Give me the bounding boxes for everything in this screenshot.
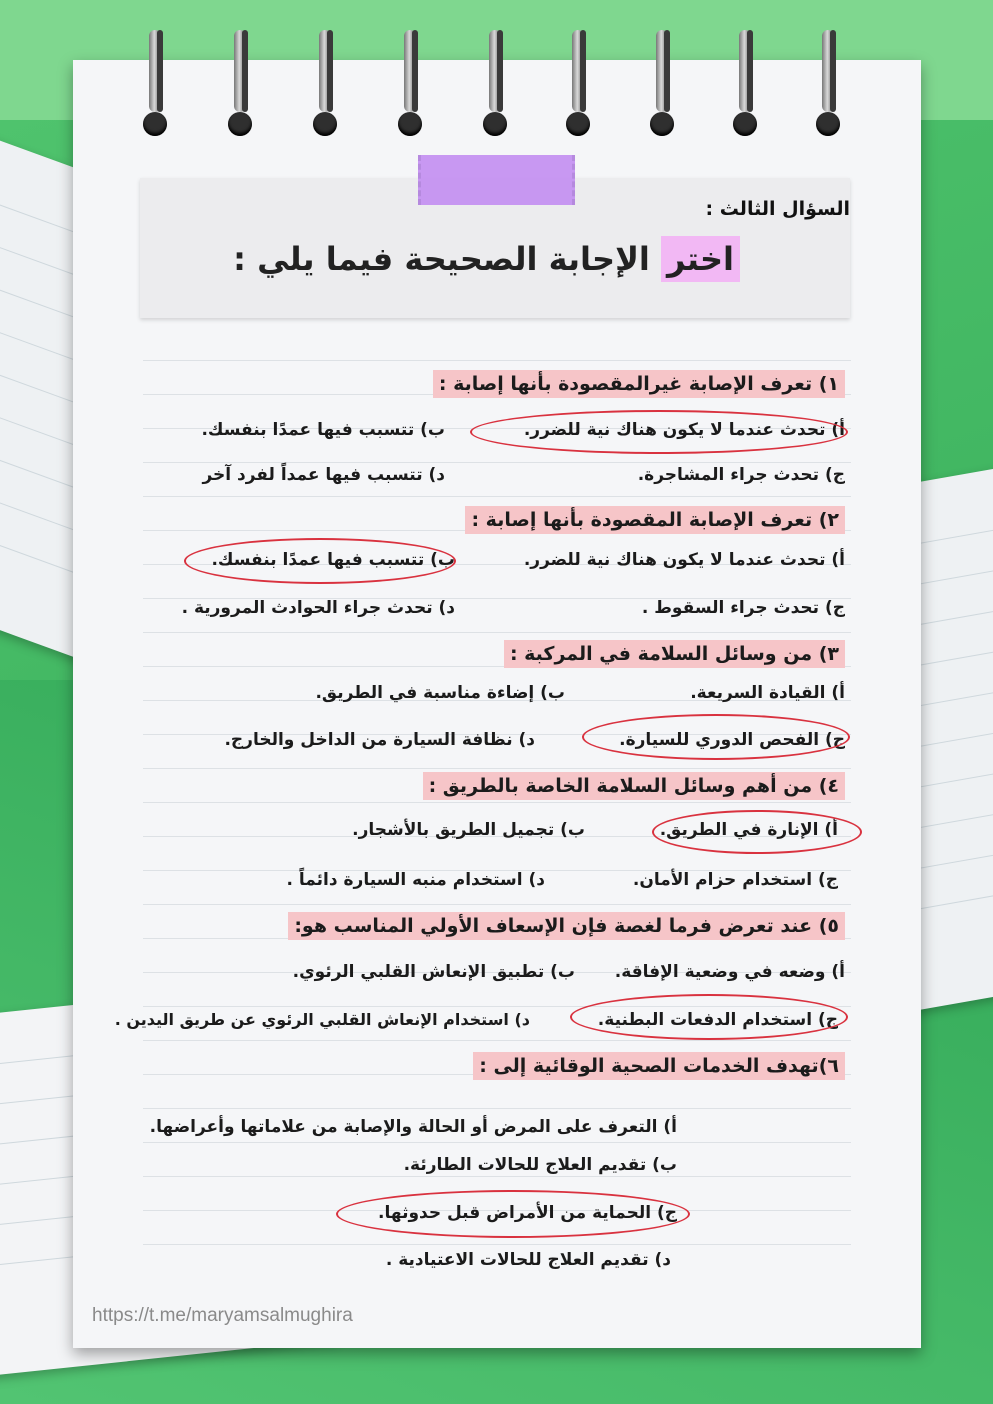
- question-section-label: السؤال الثالث :: [705, 198, 850, 220]
- option-d[interactable]: د) نظافة السيارة من الداخل والخارج.: [224, 730, 535, 750]
- option-c[interactable]: ج) استخدام الدفعات البطنية.: [597, 1010, 838, 1030]
- answer-circle: [470, 410, 848, 454]
- purple-tape: [418, 155, 575, 205]
- question-title: ٥) عند تعرض فرما لغصة فإن الإسعاف الأولي المناسب هو:: [288, 912, 845, 940]
- title-text: الإجابة الصحيحة فيما يلي :: [233, 240, 661, 278]
- option-b[interactable]: ب) تتسبب فيها عمدًا بنفسك.: [211, 550, 455, 570]
- answer-circle: [570, 994, 848, 1040]
- option-a[interactable]: أ) القيادة السريعة.: [690, 683, 845, 703]
- question-title: ١) تعرف الإصابة غيرالمقصودة بأنها إصابة :: [433, 370, 845, 398]
- spiral-ring: [733, 30, 757, 135]
- spiral-ring: [650, 30, 674, 135]
- option-c[interactable]: ج) استخدام حزام الأمان.: [632, 870, 838, 890]
- option-d[interactable]: د) تحدث جراء الحوادث المرورية .: [181, 598, 455, 618]
- page-title: [233, 240, 740, 278]
- question-title: ٢) تعرف الإصابة المقصودة بأنها إصابة :: [465, 506, 845, 534]
- option-d[interactable]: د) تقديم العلاج للحالات الاعتيادية .: [385, 1250, 671, 1270]
- option-d[interactable]: د) تتسبب فيها عمداً لفرد آخر: [202, 465, 445, 485]
- spiral-ring: [398, 30, 422, 135]
- option-a[interactable]: أ) الإنارة في الطريق.: [659, 820, 838, 840]
- spiral-ring: [313, 30, 337, 135]
- option-c[interactable]: ج) تحدث جراء المشاجرة.: [637, 465, 845, 485]
- option-d[interactable]: د) استخدام منبه السيارة دائماً .: [286, 870, 545, 890]
- question-title: ٣) من وسائل السلامة في المركبة :: [504, 640, 845, 668]
- spiral-ring: [566, 30, 590, 135]
- title-highlight: اختر: [661, 236, 740, 282]
- option-c[interactable]: ج) تحدث جراء السقوط .: [641, 598, 845, 618]
- spiral-ring: [483, 30, 507, 135]
- option-a[interactable]: أ) تحدث عندما لا يكون هناك نية للضرر.: [523, 550, 845, 570]
- question-title: ٤) من أهم وسائل السلامة الخاصة بالطريق :: [423, 772, 845, 800]
- spiral-ring: [228, 30, 252, 135]
- answer-circle: [336, 1190, 690, 1238]
- option-d[interactable]: د) استخدام الإنعاش القلبي الرئوي عن طريق اليدين .: [114, 1010, 530, 1029]
- answer-circle: [582, 714, 850, 760]
- spiral-ring: [143, 30, 167, 135]
- question-title: ٦)تهدف الخدمات الصحية الوقائية إلى :: [473, 1052, 845, 1080]
- answer-circle: [184, 538, 456, 584]
- option-b[interactable]: ب) تجميل الطريق بالأشجار.: [352, 820, 585, 840]
- answer-circle: [652, 810, 862, 854]
- spiral-ring: [816, 30, 840, 135]
- option-c[interactable]: ج) الفحص الدوري للسيارة.: [619, 730, 845, 750]
- channel-link[interactable]: https://t.me/maryamsalmughira: [92, 1305, 353, 1326]
- option-b[interactable]: ب) إضاءة مناسبة في الطريق.: [315, 683, 565, 703]
- option-c[interactable]: ج) الحماية من الأمراض قبل حدوثها.: [378, 1203, 677, 1223]
- option-a[interactable]: أ) وضعه في وضعية الإفاقة.: [614, 962, 845, 982]
- option-b[interactable]: ب) تتسبب فيها عمدًا بنفسك.: [201, 420, 445, 440]
- option-b[interactable]: ب) تطبيق الإنعاش القلبي الرئوي.: [292, 962, 575, 982]
- option-a[interactable]: أ) تحدث عندما لا يكون هناك نية للضرر.: [523, 420, 845, 440]
- option-a[interactable]: أ) التعرف على المرض أو الحالة والإصابة من علاماتها وأعراضها.: [149, 1117, 677, 1137]
- option-b[interactable]: ب) تقديم العلاج للحالات الطارئة.: [403, 1155, 677, 1175]
